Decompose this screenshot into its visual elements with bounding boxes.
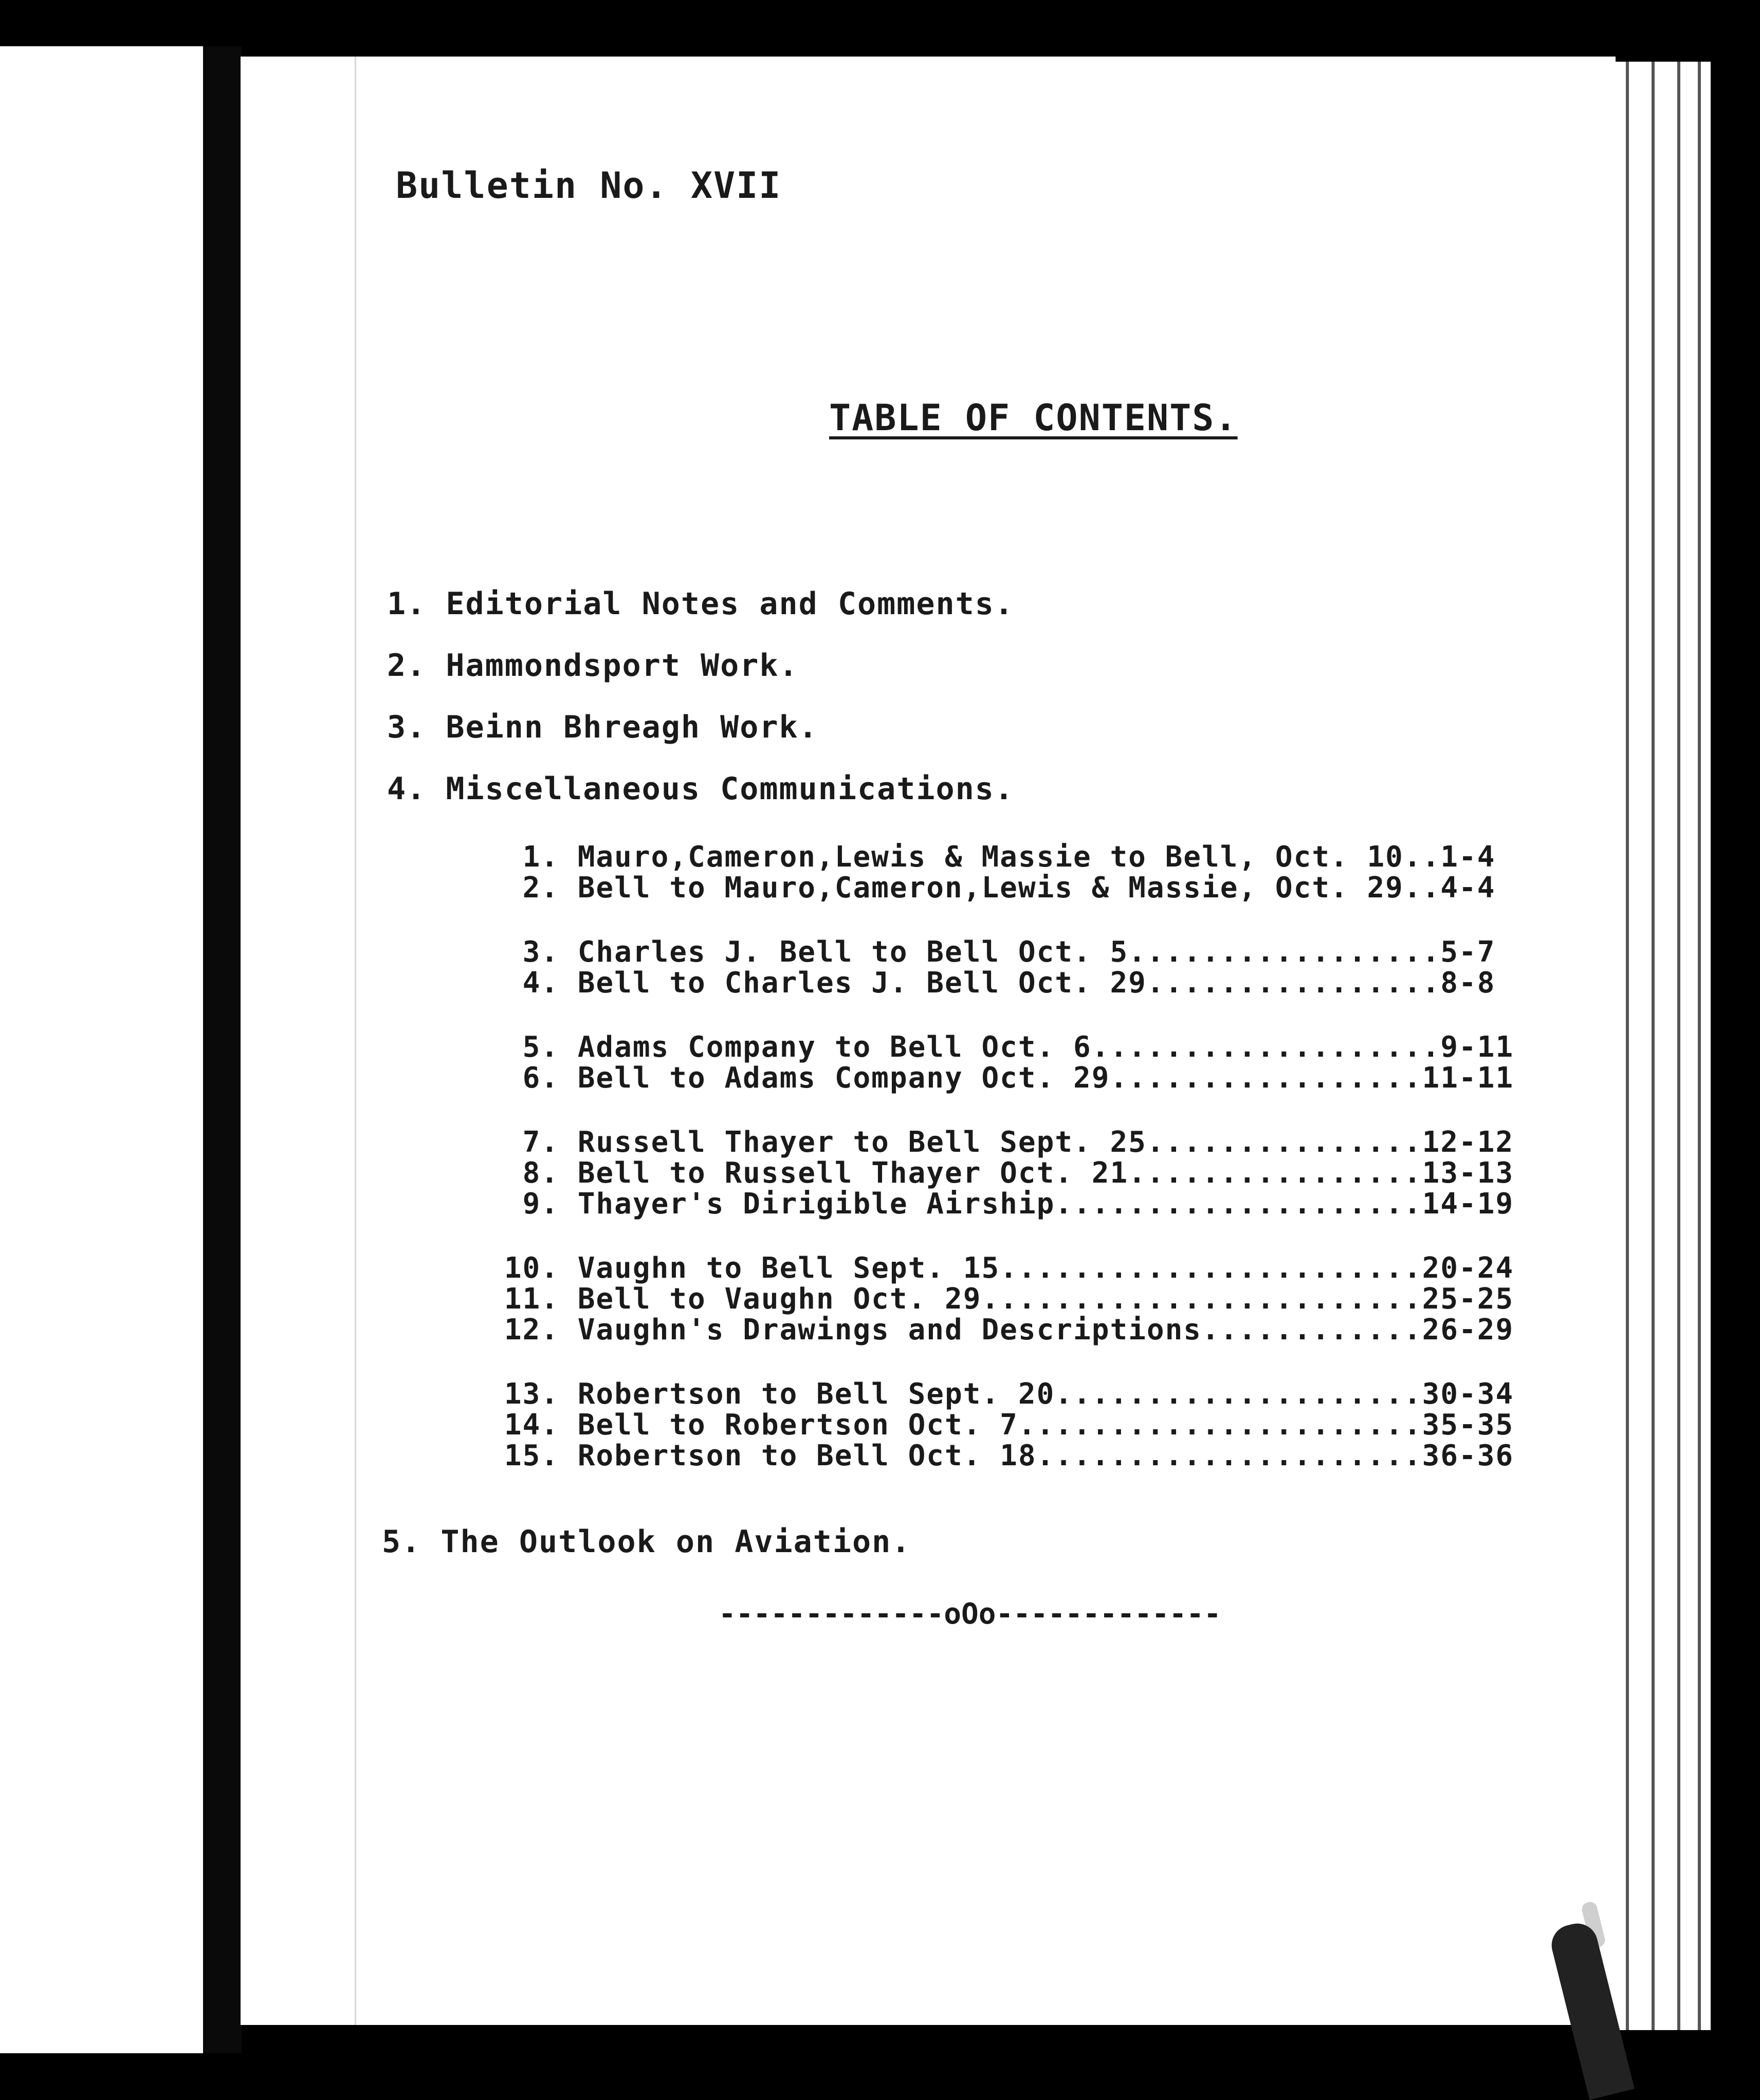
document-page <box>241 57 1616 2025</box>
left-page <box>0 46 203 2053</box>
communication-entry: 1. Mauro,Cameron,Lewis & Massie to Bell, Oct. 10..1-4 <box>522 840 1496 874</box>
communication-entry: 6. Bell to Adams Company Oct. 29.................11-11 <box>522 1061 1514 1095</box>
communication-entry: 10. Vaughn to Bell Sept. 15.......................20-24 <box>504 1251 1514 1285</box>
section-item: 4. Miscellaneous Communications. <box>387 771 1014 807</box>
communication-entry: 12. Vaughn's Drawings and Descriptions............26-29 <box>504 1313 1514 1347</box>
communication-entry: 2. Bell to Mauro,Cameron,Lewis & Massie, Oct. 29..4-4 <box>522 871 1496 905</box>
communication-entry: 7. Russell Thayer to Bell Sept. 25...............12-12 <box>522 1126 1514 1159</box>
page-title: TABLE OF CONTENTS. <box>829 397 1238 439</box>
section-item: 1. Editorial Notes and Comments. <box>387 586 1014 622</box>
communication-entry: 4. Bell to Charles J. Bell Oct. 29................8-8 <box>522 966 1496 1000</box>
page-fold <box>203 46 242 2053</box>
communication-entry: 9. Thayer's Dirigible Airship....................14-19 <box>522 1187 1514 1221</box>
communication-entry: 13. Robertson to Bell Sept. 20....................30-34 <box>504 1377 1514 1411</box>
communication-entry: 14. Bell to Robertson Oct. 7......................35-35 <box>504 1408 1514 1442</box>
communication-entry: 15. Robertson to Bell Oct. 18.....................36-36 <box>504 1439 1514 1472</box>
page-edges <box>1616 62 1711 2030</box>
communication-entry: 5. Adams Company to Bell Oct. 6...................9-11 <box>522 1030 1514 1064</box>
section-item: 5. The Outlook on Aviation. <box>382 1524 911 1560</box>
section-item: 2. Hammondsport Work. <box>387 648 799 684</box>
communication-entry: 8. Bell to Russell Thayer Oct. 21................13-13 <box>522 1156 1514 1190</box>
section-item: 3. Beinn Bhreagh Work. <box>387 709 818 745</box>
bulletin-header: Bulletin No. XVII <box>396 164 782 207</box>
divider-ornament: -------------oOo------------- <box>719 1597 1221 1631</box>
communication-entry: 3. Charles J. Bell to Bell Oct. 5.................5-7 <box>522 935 1496 969</box>
communication-entry: 11. Bell to Vaughn Oct. 29........................25-25 <box>504 1282 1514 1316</box>
margin-rule <box>355 57 356 2025</box>
